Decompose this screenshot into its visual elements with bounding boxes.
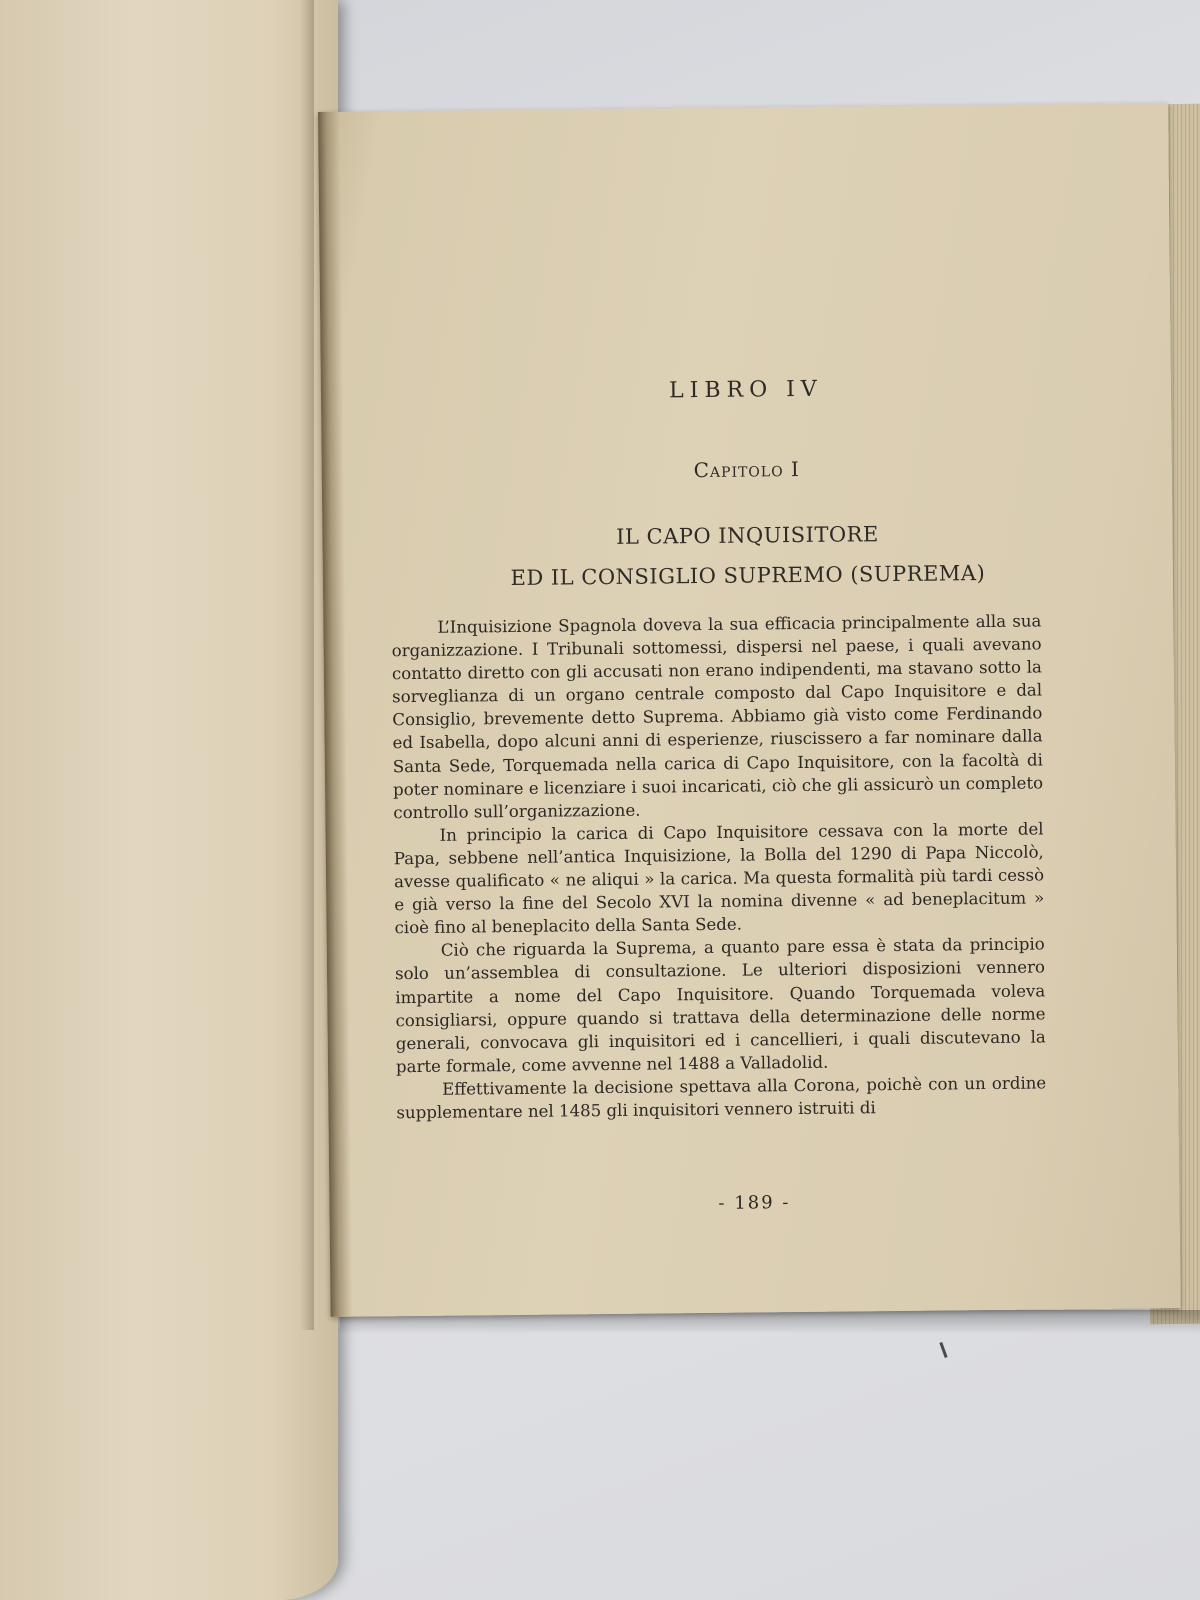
paragraph: Ciò che riguarda la Suprema, a quanto pare essa è stata da principio solo un’assemblea di consultazione. Le ulteriori disposizioni vennero impartite a nome del Capo Inquisitore. Quando Torquemada voleva consigliarsi, oppure quando si trattava della determinazione delle norme generali, convocava gli inquisitori ed i cancellieri, i quali discutevano la parte formale, come avvenne nel 1488 a Valladolid. xyxy=(394,934,1046,1077)
chapter-title xyxy=(322,511,1173,600)
right-page xyxy=(318,103,1181,1317)
book-heading: LIBRO IV xyxy=(668,376,823,404)
chapter-title-line: ED IL CONSIGLIO SUPREMO (SUPREMA) xyxy=(510,561,986,591)
paragraph: In principio la carica di Capo Inquisitore cessava con la morte del Papa, sebbene nell’antica Inquisizione, la Bolla del 1290 di Papa Niccolò, avesse qualificato « ne aliqui » la carica. Ma questa formalità più tardi cessò e già verso la fine del Secolo XVI la nomina divenne « ad beneplacitum » cioè fino al beneplacito della Santa Sede. xyxy=(393,819,1045,938)
left-page-edge xyxy=(300,0,314,1330)
body-text xyxy=(391,609,1046,1124)
page-number: - 189 - xyxy=(718,1192,791,1214)
chapter-title-line: IL CAPO INQUISITORE xyxy=(616,522,879,549)
chapter-heading: Capitolo I xyxy=(693,456,800,483)
paragraph: Effettivamente la decisione spettava alla Corona, poichè con un ordine supplementare nel 1485 gli inquisitori vennero istruiti di xyxy=(396,1073,1047,1123)
left-page xyxy=(0,0,338,1600)
paragraph: L’Inquisizione Spagnola doveva la sua efficacia principalmente alla sua organizzazione. I Tribunali sottomessi, dispersi nel paese, i quali avevano contatto diretto con gli accusati non erano indipendenti, ma stavano sotto la sorveglianza di un organo centrale composto dal Capo Inquisitore e dal Consiglio, brevemente detto Suprema. Abbiamo già visto come Ferdinando ed Isabella, dopo alcuni anni di esperienze, riuscissero a far nominare dalla Santa Sede, Torquemada nella carica di Capo Inquisitore, con la facoltà di poter nominare e licenziare i suoi incaricati, ciò che gli assicurò un completo controllo sull’organizzazione. xyxy=(391,611,1044,822)
